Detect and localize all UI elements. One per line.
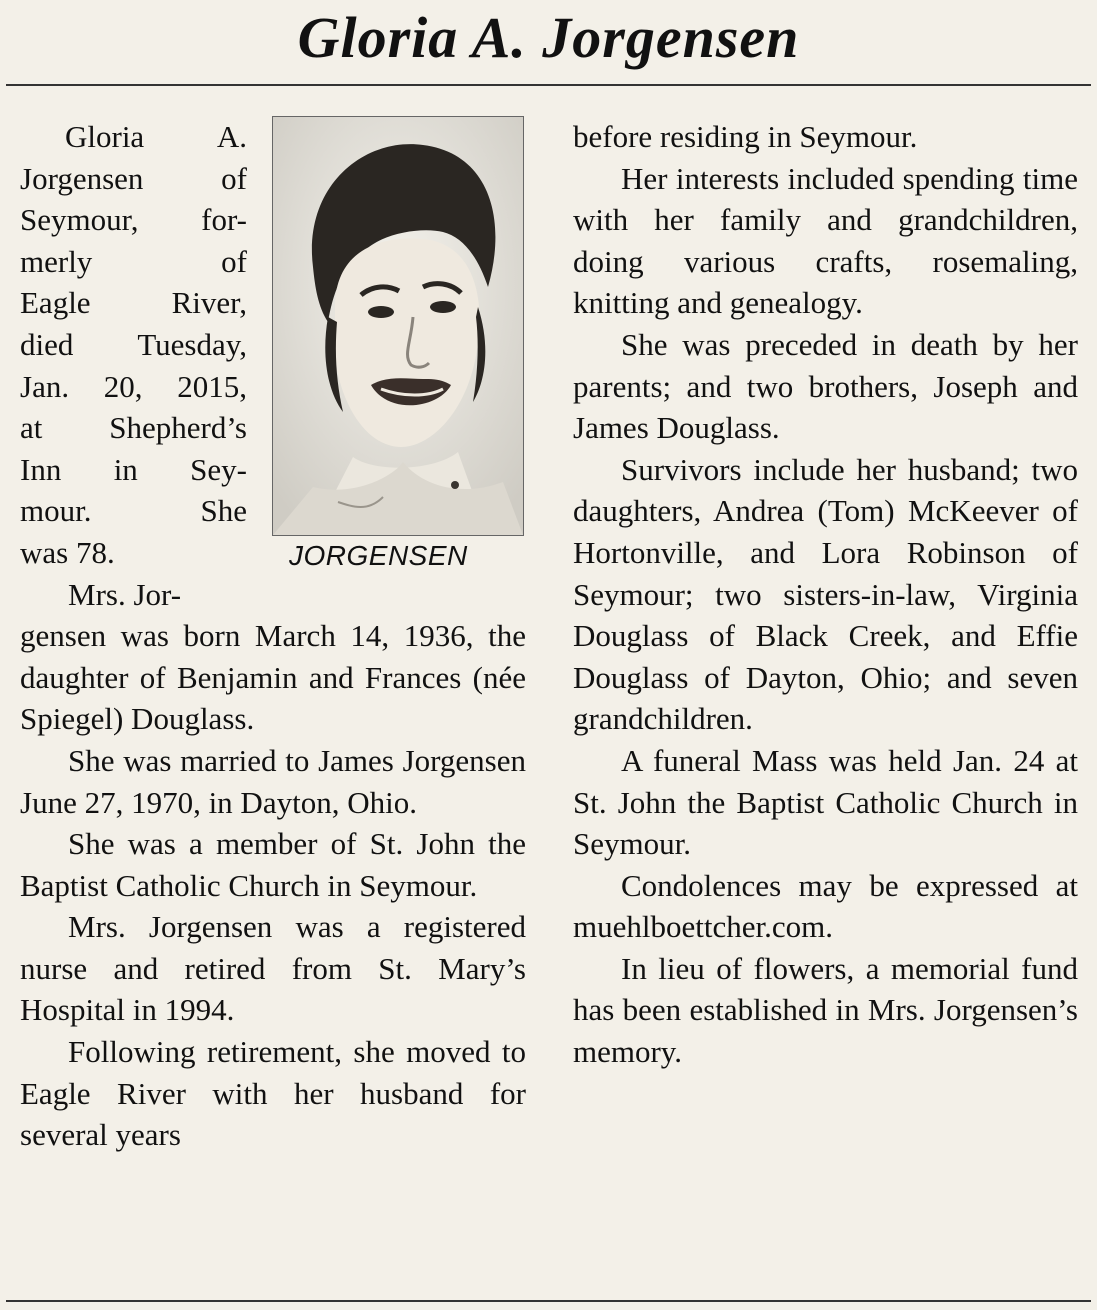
paragraph-member: She was a member of St. John the Baptist Catholic Church in Seymour. (20, 826, 526, 903)
lead-line: Gloria A. (65, 119, 247, 154)
lead-line: merly of (20, 243, 247, 279)
paragraph-preceded: She was preceded in death by her parents; and two brothers, Joseph and James Douglass. (573, 326, 1078, 446)
paragraph-lieu: In lieu of flowers, a memorial fund has been established in Mrs. Jorgensen’s memory. (573, 950, 1078, 1070)
lead-line: Seymour, for- (20, 202, 247, 238)
lead-paragraph (20, 116, 247, 615)
column-1 (20, 116, 526, 1156)
paragraph-before: before residing in Seymour. (573, 119, 918, 154)
paragraph-interests: Her interests included spending time with her family and grandchildren, doing various crafts, rosemaling, knitting and genealogy. (573, 160, 1078, 321)
lead-line: died Tuesday, (20, 326, 247, 362)
column-2 (573, 116, 1078, 1073)
lead-line: Inn in Sey- (20, 451, 247, 487)
paragraph-born: gensen was born March 14, 1936, the daughter of Benjamin and Frances (née Spiegel) Douglass. (20, 618, 526, 737)
top-rule (6, 84, 1091, 86)
bottom-rule (6, 1300, 1091, 1302)
paragraph-following: Following retirement, she moved to Eagle River with her husband for several years (20, 1034, 526, 1153)
photo-caption: JORGENSEN (289, 540, 468, 571)
paragraph-nurse: Mrs. Jorgensen was a registered nurse and retired from St. Mary’s Hospital in 1994. (20, 909, 526, 1028)
lead-line: Jorgensen of (20, 160, 247, 196)
lead-line: Mrs. Jor- (68, 576, 182, 612)
paragraph-survivors: Survivors include her husband; two daughters, Andrea (Tom) McKeever of Hortonville, and Lora Robinson of Seymour; two sisters-in-law, Virginia Douglass of Black Creek, and Effie Douglass of Dayton, Ohio; and seven grandchildren. (573, 451, 1078, 737)
paragraph-condolences: Condolences may be expressed at muehlboettcher.com. (573, 867, 1078, 945)
paragraph-funeral: A funeral Mass was held Jan. 24 at St. John the Baptist Catholic Church in Seymour. (573, 742, 1078, 862)
lead-line: Eagle River, (20, 285, 247, 321)
headline: Gloria A. Jorgensen (297, 5, 800, 70)
lead-line: mour. She (20, 493, 247, 529)
lead-line: Jan. 20, 2015, (20, 368, 247, 404)
lead-line: was 78. (20, 534, 115, 570)
paragraph-married: She was married to James Jorgensen June 27, 1970, in Dayton, Ohio. (20, 742, 526, 820)
lead-line: at Shepherd’s (20, 410, 247, 446)
